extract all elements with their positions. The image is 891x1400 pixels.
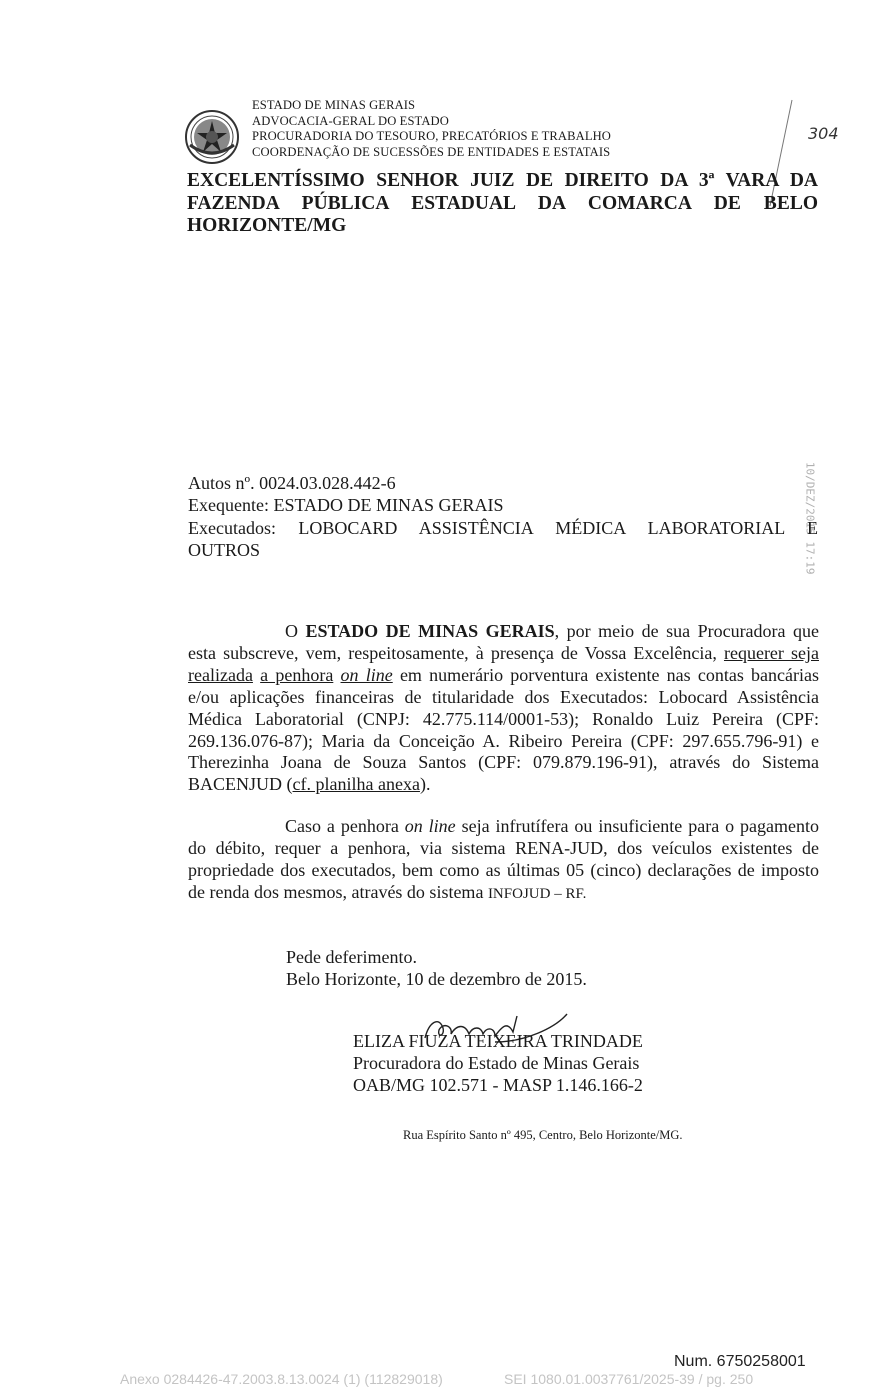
signer-registration: OAB/MG 102.571 - MASP 1.146.166-2: [353, 1075, 643, 1095]
institution-header: [252, 98, 611, 160]
footer-sei-reference: SEI 1080.01.0037761/2025-39 / pg. 250: [504, 1371, 754, 1387]
party-name: ESTADO DE MINAS GERAIS: [305, 621, 555, 641]
header-line-3: PROCURADORIA DO TESOURO, PRECATÓRIOS E TRABALHO: [252, 129, 612, 144]
paragraph-request: O ESTADO DE MINAS GERAIS, por meio de sua Procuradora que esta subscreve, vem, respeitosamente, à presença de Vossa Excelência, requerer seja realizada a penhora on line em numerário porventura existente nas contas bancárias e/ou aplicações financeiras de titularidade dos Executados: Lobocard Assistência Médica Laboratorial (CNPJ: 42.775.114/0001-53); Ronaldo Luiz Pereira (CPF: 269.136.076-87); Maria da Conceição A. Ribeiro Pereira (CPF: 297.655.796-91) e Therezinha Joana de Souza Santos (CPF: 079.879.196-91), através do Sistema BACENJUD (cf. planilha anexa).: [188, 621, 820, 795]
defendants: Executados: LOBOCARD ASSISTÊNCIA MÉDICA LABORATORIAL E: [188, 517, 818, 538]
state-seal-icon: [184, 109, 240, 165]
signer-title: Procuradora do Estado de Minas Gerais: [353, 1053, 640, 1073]
closing-date: Belo Horizonte, 10 de dezembro de 2015.: [286, 968, 587, 989]
paragraph-alternative: Caso a penhora on line seja infrutífera ou insuficiente para o pagamento do débito, requer a penhora, via sistema RENA-JUD, dos veículos existentes de propriedade dos executados, bem como as últimas 05 (cinco) declarações de imposto de renda dos mesmos, através do sistema INFOJUD – RF.: [188, 816, 820, 902]
addressee-line-2: FAZENDA PÚBLICA ESTADUAL DA COMARCA DE BELO: [187, 192, 818, 214]
handwritten-page-number: 304: [808, 124, 839, 143]
addressee-line-1: EXCELENTÍSSIMO SENHOR JUIZ DE DIREITO DA 3ª VARA DA: [187, 170, 818, 191]
header-line-1: ESTADO DE MINAS GERAIS: [252, 98, 416, 112]
header-line-4: COORDENAÇÃO DE SUCESSÕES DE ENTIDADES E ESTATAIS: [252, 144, 611, 159]
defendants-cont: OUTROS: [188, 539, 261, 560]
signature-block: [353, 1030, 643, 1096]
document-number: Num. 6750258001: [674, 1353, 806, 1370]
footer-annex-reference: Anexo 0284426-47.2003.8.13.0024 (1) (112829018): [120, 1371, 443, 1387]
plaintiff: Exequente: ESTADO DE MINAS GERAIS: [188, 495, 504, 516]
process-block: [188, 472, 818, 561]
closing-request: Pede deferimento.: [286, 947, 417, 967]
addressee-block: [187, 170, 818, 238]
closing-block: [286, 947, 587, 990]
protocol-stamp-text: 10/DEZ/2015 17:19: [803, 461, 817, 575]
addressee-line-3: HORIZONTE/MG: [187, 215, 347, 236]
office-address: Rua Espírito Santo nº 495, Centro, Belo Horizonte/MG.: [403, 1128, 683, 1142]
case-number: Autos nº. 0024.03.028.442-6: [188, 473, 396, 493]
header-line-2: ADVOCACIA-GERAL DO ESTADO: [252, 113, 449, 128]
signer-name: ELIZA FIUZA TEIXEIRA TRINDADE: [353, 1031, 643, 1051]
